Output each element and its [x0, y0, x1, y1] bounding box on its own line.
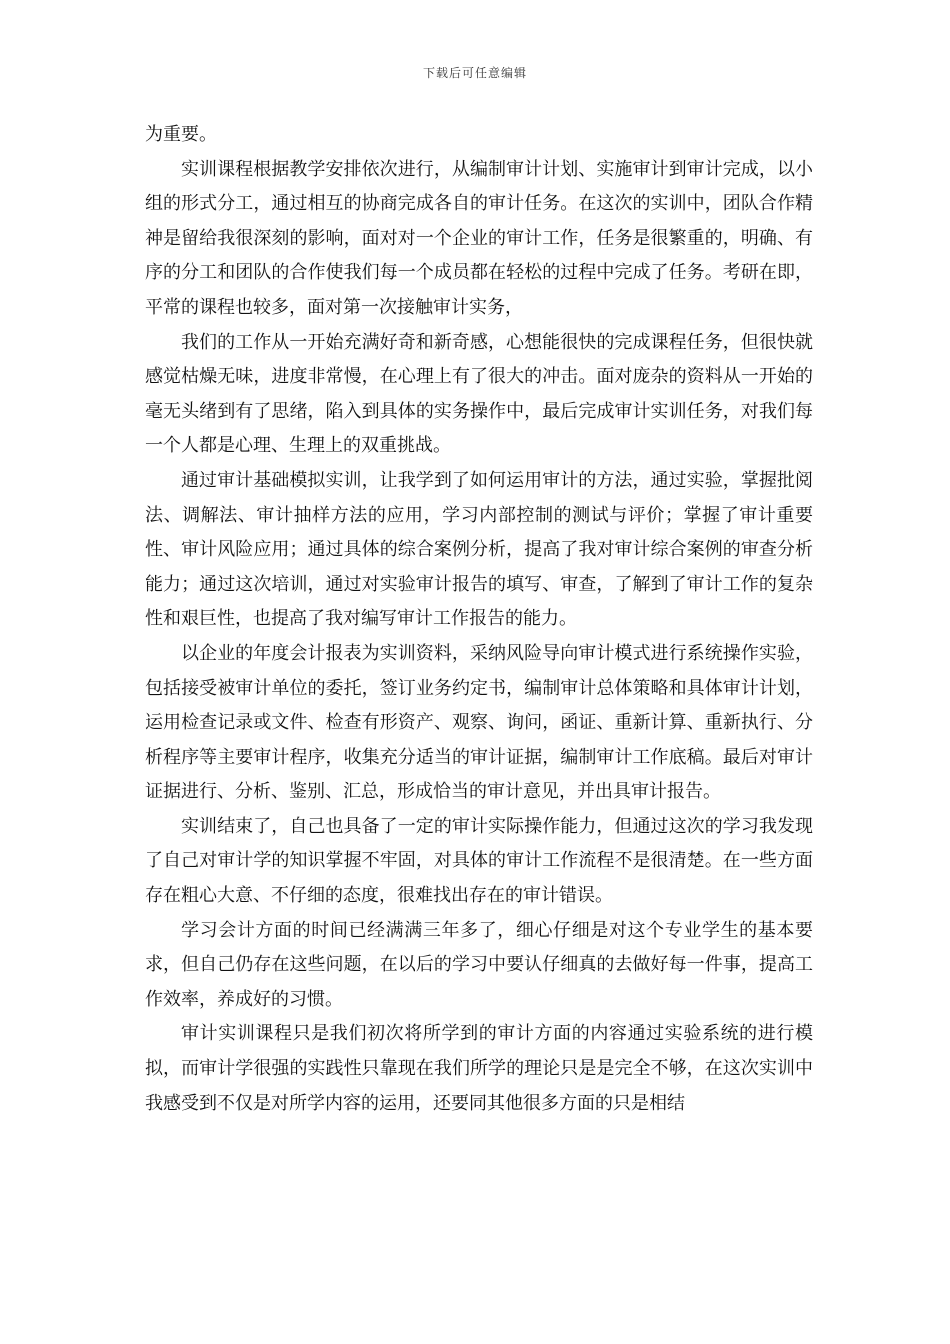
paragraph: 审计实训课程只是我们初次将所学到的审计方面的内容通过实验系统的进行模拟，而审计学很强的实践性只靠现在我们所学的理论只是是完全不够，在这次实训中我感受到不仅是对所学内容的运用，还要同其他很多方面的只是相结: [145, 1023, 813, 1114]
paragraph: 我们的工作从一开始充满好奇和新奇感，心想能很快的完成课程任务，但很快就感觉枯燥无味，进度非常慢，在心理上有了很大的冲击。面对庞杂的资料从一开始的毫无头绪到有了思绪，陷入到具体的实务操作中，最后完成审计实训任务，对我们每一个人都是心理、生理上的双重挑战。: [145, 331, 813, 457]
page-header: 下载后可任意编辑: [422, 66, 527, 80]
paragraph: 通过审计基础模拟实训，让我学到了如何运用审计的方法，通过实验，掌握批阅法、调解法、审计抽样方法的应用，学习内部控制的测试与评价；掌握了审计重要性、审计风险应用；通过具体的综合案例分析，提高了我对审计综合案例的审查分析能力；通过这次培训，通过对实验审计报告的填写、审查，了解到了审计工作的复杂性和艰巨性，也提高了我对编写审计工作报告的能力。: [145, 469, 813, 630]
paragraph: 实训结束了，自己也具备了一定的审计实际操作能力，但通过这次的学习我发现了自己对审计学的知识掌握不牢固，对具体的审计工作流程不是很清楚。在一些方面存在粗心大意、不仔细的态度，很难找出存在的审计错误。: [145, 815, 813, 907]
paragraph: 以企业的年度会计报表为实训资料，采纳风险导向审计模式进行系统操作实验，包括接受被审计单位的委托，签订业务约定书，编制审计总体策略和具体审计计划，运用检查记录或文件、检查有形资产、观察、询问，函证、重新计算、重新执行、分析程序等主要审计程序，收集充分适当的审计证据，编制审计工作底稿。最后对审计证据进行、分析、鉴别、汇总，形成恰当的审计意见，并出具审计报告。: [145, 642, 813, 803]
paragraph: 学习会计方面的时间已经满满三年多了，细心仔细是对这个专业学生的基本要求，但自己仍存在这些问题，在以后的学习中要认仔细真的去做好每一件事，提高工作效率，养成好的习惯。: [145, 919, 813, 1010]
document-body: [145, 118, 813, 1121]
paragraph: 实训课程根据教学安排依次进行，从编制审计计划、实施审计到审计完成，以小组的形式分工，通过相互的协商完成各自的审计任务。在这次的实训中，团队合作精神是留给我很深刻的影响，面对对一个企业的审计工作，任务是很繁重的，明确、有序的分工和团队的合作使我们每一个成员都在轻松的过程中完成了任务。考研在即，平常的课程也较多，面对第一次接触审计实务，: [145, 158, 813, 318]
paragraph-continuation: 为重要。: [145, 124, 217, 145]
